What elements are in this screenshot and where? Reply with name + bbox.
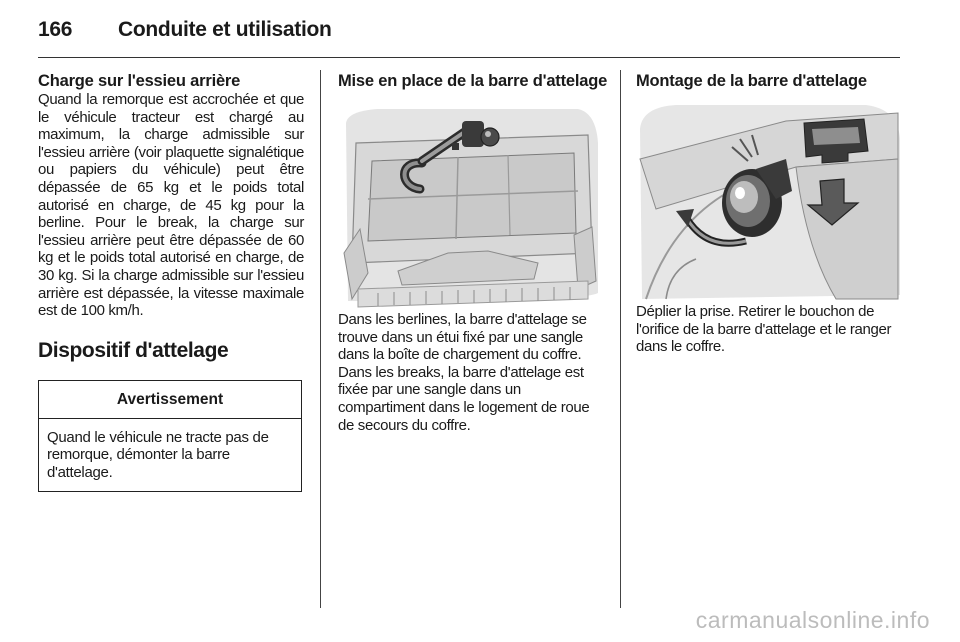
watermark: carmanualsonline.info [695, 607, 930, 633]
column-divider [320, 70, 321, 608]
socket-plug-illustration [636, 99, 902, 303]
column-divider [620, 70, 621, 608]
header-rule [38, 57, 900, 58]
socket-illustration [636, 99, 908, 303]
mounting-heading: Montage de la barre d'attelage [636, 72, 867, 90]
rear-axle-heading: Charge sur l'essieu arrière [38, 72, 241, 90]
rear-axle-paragraph: Quand la remorque est accrochée et que le véhicule tracteur est chargé au maximum, la charge admissible sur l'essieu arrière (voir plaquette signalétique ou papiers du véhicule) peut être dépassée de 65 kg et le poids total autorisé en charge, de 45 kg pour la berline. Pour le break, la charge sur l'essieu arrière peut être dépassée de 60 kg et le poids total autorisé en charge, de 30 kg. Si la charge admissible sur l'essieu arrière est dépassée, la vitesse maximale est de 100 km/h. [38, 91, 304, 320]
column-left [38, 72, 304, 492]
chapter-title: Conduite et utilisation [118, 18, 332, 41]
mounting-caption: Déplier la prise. Retirer le bouchon de l'orifice de la barre d'attelage et le ranger dans le coffre. [636, 303, 892, 356]
column-right [636, 72, 908, 356]
warning-box [38, 380, 302, 492]
column-middle [338, 72, 608, 434]
section-heading: Dispositif d'attelage [38, 338, 229, 362]
page-header [38, 18, 900, 58]
placement-heading: Mise en place de la barre d'attelage [338, 72, 608, 90]
trunk-tow-bar-illustration [338, 103, 600, 311]
placement-caption: Dans les berlines, la barre d'attelage se trouve dans un étui fixé par une sangle dans la boîte de chargement du coffre. Dans les breaks, la barre d'attelage est fixée par une sangle dans un compartiment dans le logement de roue de secours du coffre. [338, 311, 590, 434]
warning-title: Avertissement [39, 381, 301, 419]
page-number: 166 [38, 18, 73, 41]
warning-text: Quand le véhicule ne tracte pas de remorque, démonter la barre d'attelage. [47, 428, 269, 481]
trunk-illustration [338, 103, 608, 311]
